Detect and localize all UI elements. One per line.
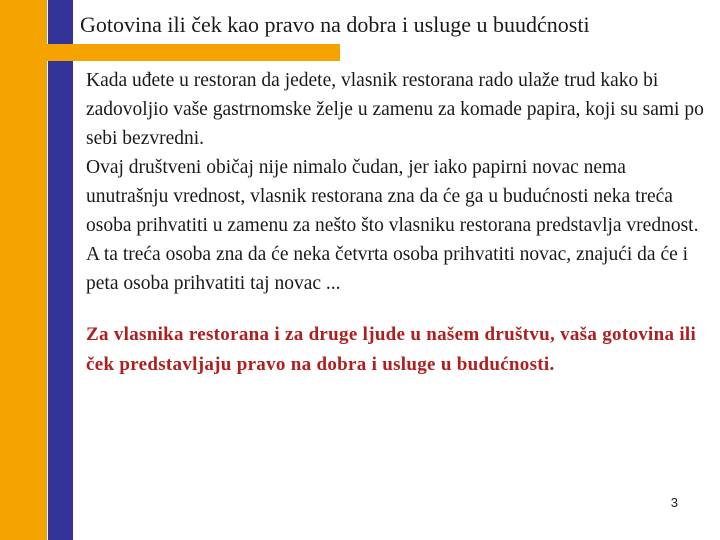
slide-title: Gotovina ili ček kao pravo na dobra i usluge u buudćnosti	[80, 12, 590, 37]
slide-body	[86, 66, 712, 380]
body-paragraph-2: Ovaj društveni običaj nije nimalo čudan, jer iako papirni novac nema unutrašnju vrednost, vlasnik restorana zna da će ga u budućnosti neka treća osoba prihvatiti u zamenu za nešto što vlasniku restorana predstavlja vrednost. A ta treća osoba zna da će neka četvrta osoba prihvatiti novac, znajući da će i peta osoba prihvatiti taj novac ...	[86, 157, 699, 294]
title-underline-bar	[0, 44, 340, 61]
left-navy-bar	[48, 0, 73, 540]
page-number: 3	[670, 495, 678, 510]
body-paragraph-1: Kada uđete u restoran da jedete, vlasnik restorana rado ulaže trud kako bi zadovoljio vaše gastrnomske želje u zamenu za komade papira, koji su sami po sebi bezvredni.	[86, 70, 704, 149]
highlight-statement: Za vlasnika restorana i za druge ljude u našem društvu, vaša gotovina ili ček predstavljaju pravo na dobra i usluge u budućnosti.	[86, 324, 697, 375]
left-orange-bar	[0, 0, 47, 540]
